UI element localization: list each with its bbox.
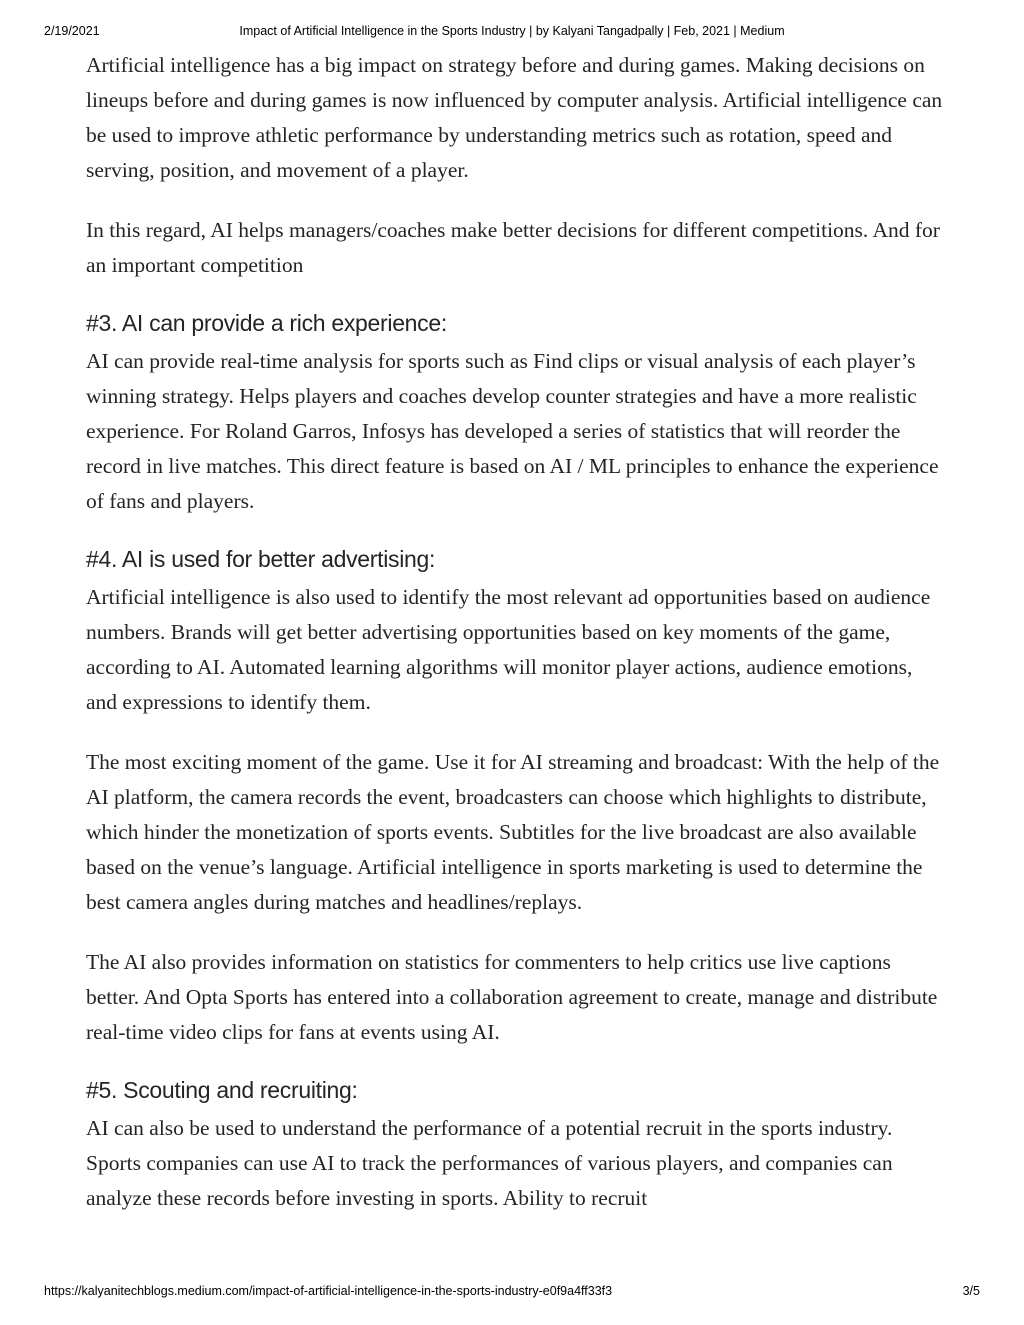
print-header bbox=[0, 24, 1024, 42]
paragraph-recruit: AI can also be used to understand the performance of a potential recruit in the sports industry. Sports companies can use AI to track the performances of various players, and companies can analyze these records before investing in sports. Ability to recruit bbox=[86, 1116, 893, 1210]
print-page-number: 3/5 bbox=[962, 1284, 980, 1298]
paragraph-statistics-captions: The AI also provides information on statistics for commenters to help critics use live captions better. And Opta Sports has entered into a collaboration agreement to create, manage and distribute real-time video clips for fans at events using AI. bbox=[86, 950, 938, 1044]
print-url: https://kalyanitechblogs.medium.com/impact-of-artificial-intelligence-in-the-sports-industry-e0f9a4ff33f3 bbox=[44, 1284, 613, 1298]
print-date: 2/19/2021 bbox=[44, 24, 100, 38]
heading-advertising: #4. AI is used for better advertising: bbox=[86, 546, 436, 572]
paragraph-ad-opportunities: Artificial intelligence is also used to identify the most relevant ad opportunities based on audience numbers. Brands will get better advertising opportunities based on key moments of the game, according to AI. Automated learning algorithms will monitor player actions, audience emotions, and expressions to identify them. bbox=[86, 585, 931, 714]
print-footer bbox=[0, 1284, 1024, 1302]
paragraph-streaming-broadcast: The most exciting moment of the game. Use it for AI streaming and broadcast: With the help of the AI platform, the camera records the event, broadcasters can choose which highlights to distribute, which hinder the monetization of sports events. Subtitles for the live broadcast are also available based on the venue’s language. Artificial intelligence in sports marketing is used to determine the best camera angles during matches and headlines/replays. bbox=[86, 750, 940, 914]
heading-scouting: #5. Scouting and recruiting: bbox=[86, 1077, 358, 1103]
print-page-title: Impact of Artificial Intelligence in the Sports Industry | by Kalyani Tangadpally | Feb, 2021 | Medium bbox=[239, 24, 785, 38]
paragraph-real-time-analysis: AI can provide real-time analysis for sports such as Find clips or visual analysis of each player’s winning strategy. Helps players and coaches develop counter strategies and have a more realistic experience. For Roland Garros, Infosys has developed a series of statistics that will reorder the record in live matches. This direct feature is based on AI / ML principles to enhance the experience of fans and players. bbox=[86, 349, 939, 513]
paragraph-coaches: In this regard, AI helps managers/coaches make better decisions for different competitions. And for an important competition bbox=[86, 218, 940, 277]
heading-rich-experience: #3. AI can provide a rich experience: bbox=[86, 310, 447, 336]
article-body bbox=[86, 48, 946, 1241]
paragraph-strategy: Artificial intelligence has a big impact on strategy before and during games. Making decisions on lineups before and during games is now influenced by computer analysis. Artificial intelligence can be used to improve athletic performance by understanding metrics such as rotation, speed and serving, position, and movement of a player. bbox=[86, 53, 943, 182]
